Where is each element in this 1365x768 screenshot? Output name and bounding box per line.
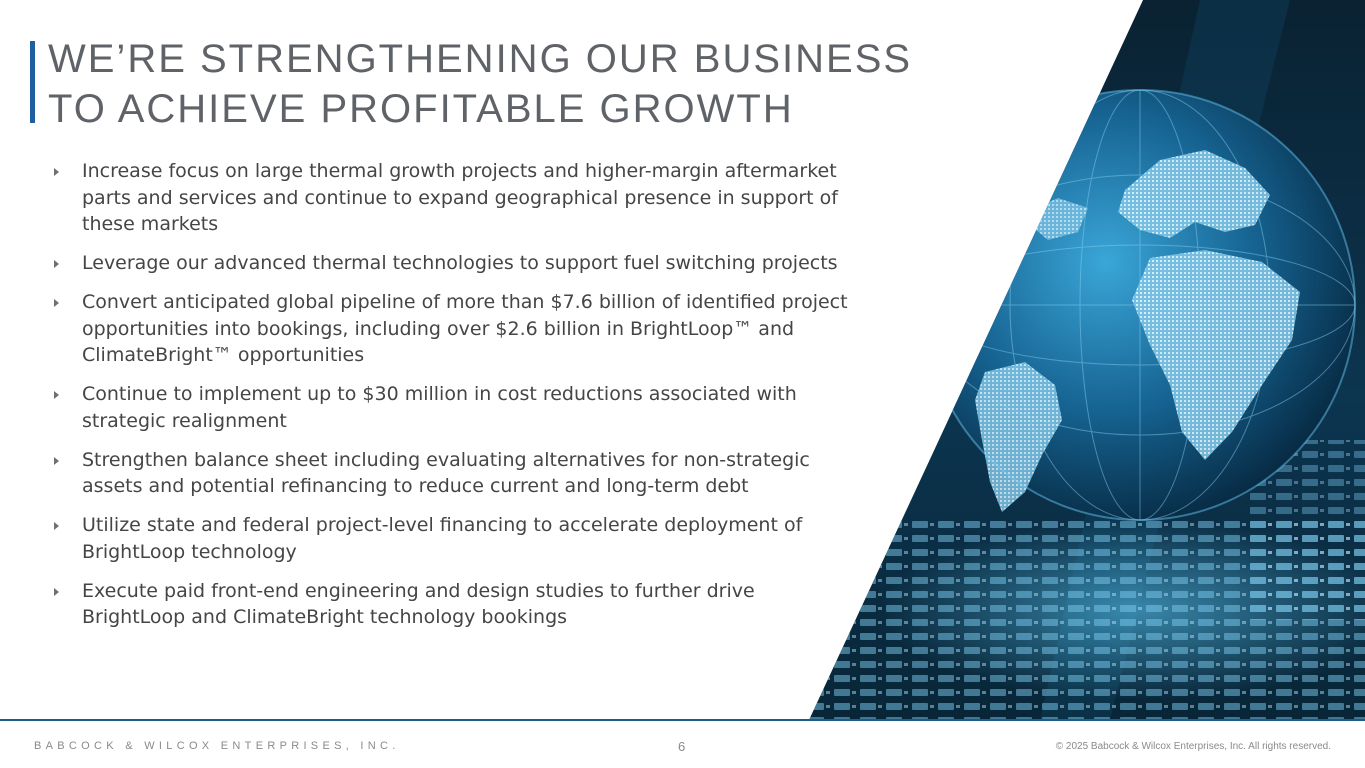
- title-accent-bar: [30, 41, 35, 123]
- list-item: [52, 447, 852, 500]
- title-line-2: TO ACHIEVE PROFITABLE GROWTH: [48, 87, 794, 131]
- slide-title: [48, 34, 912, 134]
- bullet-text: Increase focus on large thermal growth projects and higher-margin aftermarket parts and services and continue to expand geographical presence in support of these markets: [82, 160, 838, 235]
- list-item: [52, 578, 852, 631]
- bullet-arrow-icon: [54, 391, 59, 399]
- bullet-arrow-icon: [54, 522, 59, 530]
- bullet-text: Continue to implement up to $30 million in cost reductions associated with strategic realignment: [82, 383, 797, 432]
- bullet-text: Execute paid front-end engineering and design studies to further drive BrightLoop and ClimateBright technology bookings: [82, 579, 755, 628]
- bullet-list: [52, 158, 852, 643]
- bullet-text: Leverage our advanced thermal technologies to support fuel switching projects: [82, 252, 838, 274]
- bullet-arrow-icon: [54, 168, 59, 176]
- title-line-1: WE’RE STRENGTHENING OUR BUSINESS: [48, 37, 913, 81]
- bullet-arrow-icon: [54, 588, 59, 596]
- bullet-text: Convert anticipated global pipeline of more than $7.6 billion of identified project opportunities into bookings, including over $2.6 billion in BrightLoop™ and ClimateBright™ opportunities: [82, 291, 848, 366]
- page-number: 6: [678, 739, 686, 754]
- list-item: [52, 158, 852, 238]
- bullet-text: Utilize state and federal project-level financing to accelerate deployment of BrightLoop technology: [82, 514, 803, 563]
- bullet-arrow-icon: [54, 299, 59, 307]
- list-item: [52, 289, 852, 369]
- list-item: [52, 512, 852, 565]
- bullet-text: Strengthen balance sheet including evaluating alternatives for non-strategic assets and potential refinancing to reduce current and long-term debt: [82, 448, 810, 497]
- footer-divider: [0, 719, 1365, 721]
- footer-company-name: BABCOCK & WILCOX ENTERPRISES, INC.: [34, 740, 400, 752]
- list-item: [52, 250, 852, 277]
- bullet-arrow-icon: [54, 457, 59, 465]
- bullet-arrow-icon: [54, 260, 59, 268]
- footer-copyright: © 2025 Babcock & Wilcox Enterprises, Inc. All rights reserved.: [1055, 741, 1331, 752]
- list-item: [52, 381, 852, 434]
